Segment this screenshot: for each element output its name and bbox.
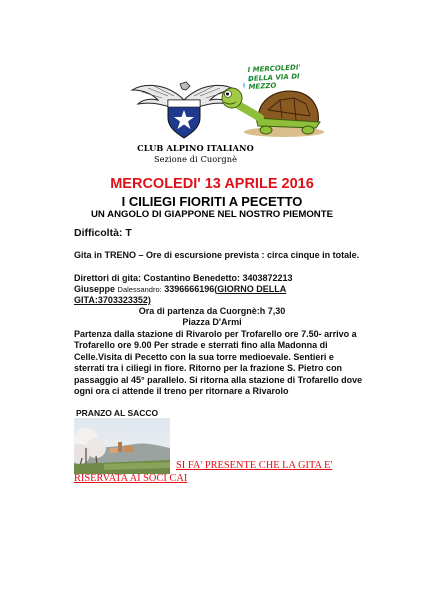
trip-info: Gita in TRENO – Ore di escursione prevista : circa cinque in totale.: [74, 250, 360, 260]
meeting-place: Piazza D'Armi: [182, 317, 242, 327]
turtle-caption-line: I MERCOLEDI': [247, 63, 301, 75]
director-surname: Dalessandro:: [117, 285, 162, 294]
turtle-caption-line: DELLA VIA DI: [247, 71, 300, 83]
trip-directors: Direttori di gita: Costantino Benedetto: 3403872213: [74, 273, 293, 283]
turtle-caption: [247, 62, 328, 92]
lunch-note: PRANZO AL SACCO: [76, 408, 159, 418]
club-section: Sezione di Cuorgnè: [153, 154, 238, 164]
trip-day-phone: GITA:3703323352): [74, 295, 151, 305]
club-name: CLUB ALPINO ITALIANO: [137, 143, 254, 153]
notice-line-1: SI FA' PRESENTE CHE LA GITA E': [176, 460, 333, 471]
trip-program: Partenza dalla stazione di Rivarolo per Trofarello ore 7.50- arrivo a Trofarello ore 9.00 Per strade e sterrati fino alla Madonna di Celle.Visita di Pecetto con la sua torre medioevale. Sentieri e sterrati tra i ciliegi in fiore. Ritorno per la frazione S. Pietro con passaggio al 45° parallelo. Si ritorna alla stazione di Trofarello dove ogni ora ci attende il treno per ritornare a Rivarolo: [74, 329, 363, 397]
departure-time: Ora di partenza da Cuorgnè:h 7,30: [138, 306, 286, 316]
event-date-title: MERCOLEDI' 13 APRILE 2016: [110, 176, 314, 192]
difficulty-label: Difficoltà: T: [74, 227, 132, 239]
event-subtitle: UN ANGOLO DI GIAPPONE NEL NOSTRO PIEMONTE: [91, 209, 333, 220]
turtle-caption-line: MEZZO: [248, 81, 277, 92]
notice-line-2: RISERVATA AI SOCI CAI: [74, 472, 188, 484]
members-only-notice: [74, 460, 374, 485]
director-giuseppe: [74, 284, 286, 295]
event-title: I CILIEGI FIORITI A PECETTO: [121, 194, 303, 209]
director-phone: 3396666196(: [161, 284, 218, 294]
day-of-trip-label: GIORNO DELLA: [217, 284, 287, 294]
director-first-name: Giuseppe: [74, 284, 116, 294]
